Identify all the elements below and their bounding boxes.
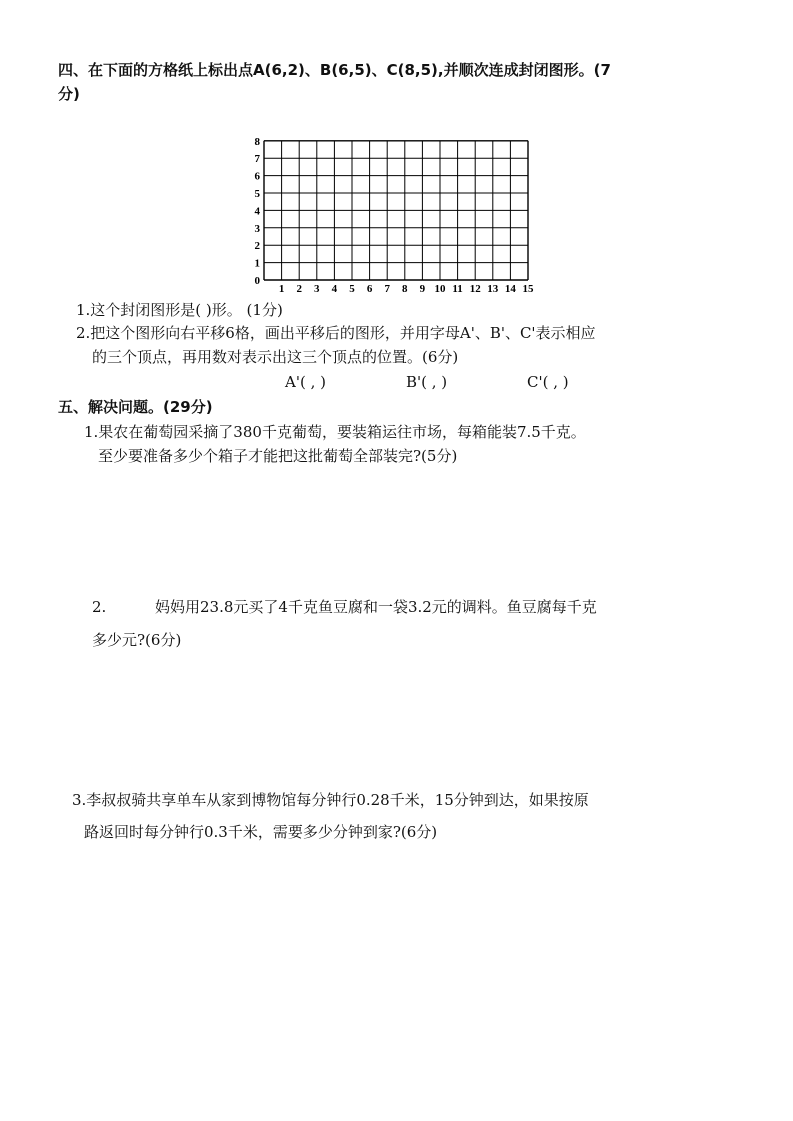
y-tick-label: 3 [254, 222, 260, 235]
x-tick-label: 1 [278, 283, 285, 295]
x-tick-label: 7 [384, 283, 390, 295]
problem-2-line1: 妈妈用23.8元买了4千克鱼豆腐和一袋3.2元的调料。鱼豆腐每千克 [155, 598, 597, 616]
section4-question-1: 1.这个封闭图形是( )形。 (1分) [76, 301, 283, 319]
grid-svg [246, 130, 546, 295]
y-tick-label: 2 [254, 240, 260, 253]
x-tick-label: 4 [331, 283, 338, 295]
x-tick-label: 12 [469, 283, 481, 295]
y-tick-label: 1 [254, 257, 260, 270]
problem-2-number: 2. [92, 598, 107, 616]
section5-title: 五、解决问题。(29分) [58, 398, 213, 416]
problem-3-line1: 3.李叔叔骑共享单车从家到博物馆每分钟行0.28千米，15分钟到达，如果按原 [72, 791, 589, 809]
y-tick-label: 7 [254, 153, 260, 166]
x-tick-label: 8 [402, 283, 408, 295]
section4-question-2-line2: 的三个顶点，再用数对表示出这三个顶点的位置。(6分) [92, 348, 459, 366]
section4-title-line2: 分) [58, 85, 80, 103]
y-tick-label: 8 [254, 135, 260, 148]
x-tick-label: 5 [349, 283, 355, 295]
answer-c-prime: C'( , ) [527, 373, 569, 391]
y-tick-label: 4 [254, 205, 260, 218]
x-tick-label: 2 [296, 283, 302, 295]
x-tick-label: 3 [314, 283, 320, 295]
x-tick-label: 6 [366, 283, 373, 295]
x-tick-label: 10 [434, 283, 446, 295]
answer-a-prime: A'( , ) [285, 373, 326, 391]
x-tick-label: 11 [452, 283, 463, 295]
problem-2-line2: 多少元?(6分) [92, 631, 182, 649]
x-tick-label: 9 [419, 283, 426, 295]
section4-title-line1: 四、在下面的方格纸上标出点A(6,2)、B(6,5)、C(8,5),并顺次连成封闭图形。(7 [58, 61, 611, 79]
section4-question-2-line1: 2.把这个图形向右平移6格，画出平移后的图形，并用字母A'、B'、C'表示相应 [76, 324, 596, 342]
y-tick-label: 6 [254, 170, 260, 183]
answer-b-prime: B'( , ) [406, 373, 448, 391]
y-tick-label: 0 [254, 275, 260, 287]
y-tick-label: 5 [254, 188, 260, 200]
x-tick-label: 14 [504, 283, 516, 295]
x-tick-label: 13 [487, 283, 499, 295]
problem-1-line1: 1.果农在葡萄园采摘了380千克葡萄，要装箱运往市场，每箱能装7.5千克。 [84, 423, 586, 441]
problem-3-line2: 路返回时每分钟行0.3千米，需要多少分钟到家?(6分) [84, 823, 438, 841]
coordinate-grid[interactable] [246, 130, 546, 295]
problem-1-line2: 至少要准备多少个箱子才能把这批葡萄全部装完?(5分) [98, 447, 458, 465]
x-tick-label: 15 [522, 283, 534, 295]
